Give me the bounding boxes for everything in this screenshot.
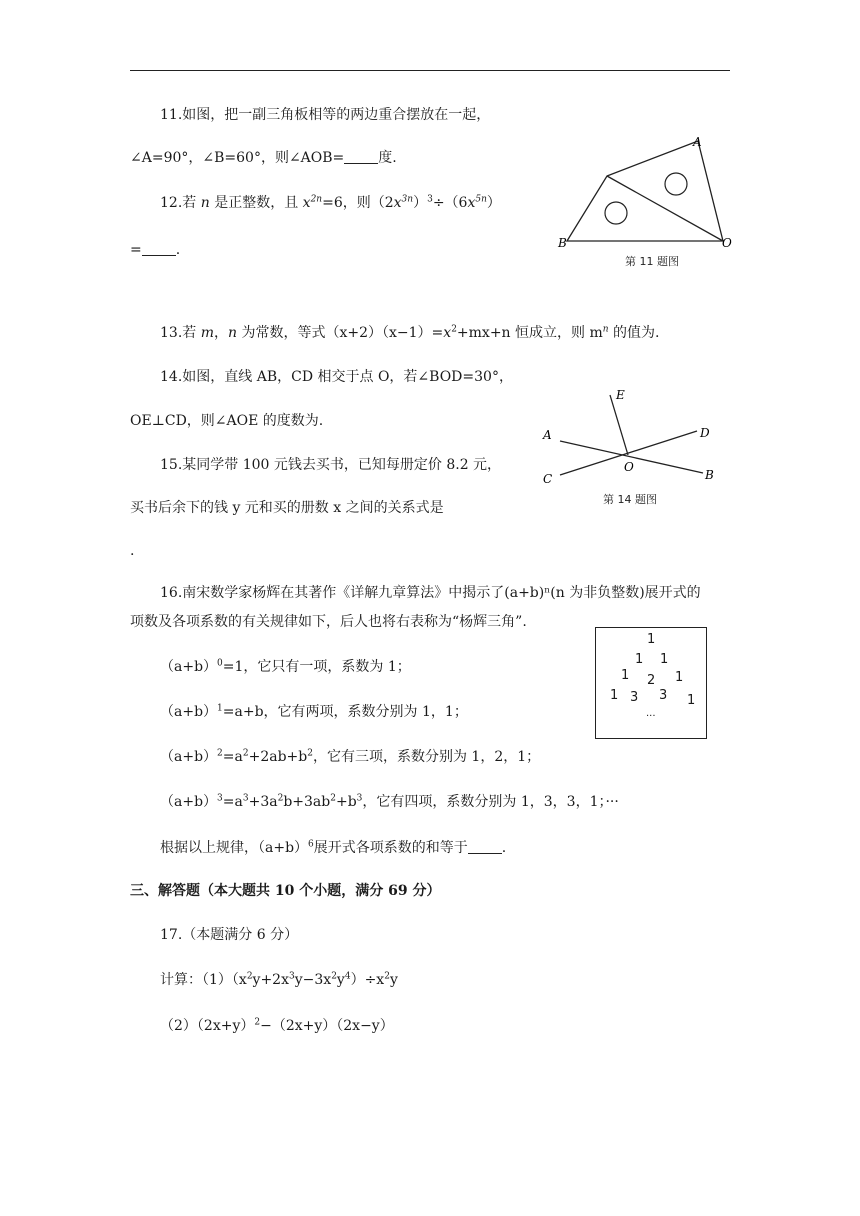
q14-label-d: D — [700, 426, 710, 440]
q17-part2: $(2)(2x+y)^2-(2x+y)(2x-y)$ — [160, 1017, 394, 1034]
q15-line2: 买书后余下的钱 y 元和买的册数 x 之间的关系式是 — [130, 500, 444, 516]
tri-r3-c2: 3 — [659, 688, 668, 703]
tri-r2-c1: 2 — [647, 673, 656, 688]
q11-answer-blank[interactable] — [344, 149, 378, 164]
q16-answer-blank[interactable] — [468, 839, 502, 854]
q14-line2: OE⊥CD，则∠AOE 的度数为. — [130, 413, 324, 429]
q12-answer-blank[interactable] — [142, 241, 176, 256]
q16-row0: $(a+b)^0=1$，它只有一项，系数为 1； — [160, 658, 411, 675]
tri-r0-c0: 1 — [647, 632, 656, 647]
q14-label-c: C — [543, 472, 553, 486]
q15-line1: 15.某同学带 100 元钱去买书，已知每册定价 8.2 元， — [160, 457, 502, 473]
tri-r3-c3: 1 — [687, 693, 696, 708]
q14-label-e: E — [616, 388, 625, 402]
q14-caption: 第 14 题图 — [603, 493, 657, 506]
q14-figure — [535, 383, 725, 488]
section3-title: 三、解答题（本大题共 10 个小题，满分 69 分） — [130, 883, 441, 899]
tri-r1-c0: 1 — [635, 652, 644, 667]
q11-line1: 11.如图，把一副三角板相等的两边重合摆放在一起， — [160, 107, 491, 123]
q11-label-b: B — [558, 236, 567, 250]
q16-line2: 项数及各项系数的有关规律如下，后人也将右表称为“杨辉三角”. — [130, 614, 527, 630]
q16-line1: 16.南宋数学家杨辉在其著作《详解九章算法》中揭示了(a+b)ⁿ(n 为非负整数)展开式的 — [160, 585, 701, 601]
q11-figure — [555, 133, 740, 268]
q17-title: 17.（本题满分 6 分） — [160, 927, 299, 943]
header-rule — [130, 70, 730, 71]
q12-line1: 12.若 n 是正整数，且 $x^{2n}=6$，则$(2x^{3n})^3\div(6x^{5n})$ — [160, 194, 501, 211]
tri-r3-c1: 3 — [630, 690, 639, 705]
q11-circle-upper — [665, 173, 687, 195]
q14-line1: 14.如图，直线 AB，CD 相交于点 O，若∠BOD=30°， — [160, 369, 513, 385]
q11-circle-lower — [605, 202, 627, 224]
yanghui-triangle-box — [595, 627, 707, 739]
q11-caption: 第 11 题图 — [625, 255, 679, 268]
tri-r3-c0: 1 — [610, 688, 619, 703]
q14-label-a: A — [543, 428, 552, 442]
tri-dots: ... — [646, 708, 656, 719]
q14-ray-oe — [610, 395, 628, 455]
q11-quad-outline — [567, 141, 723, 241]
q14-label-o: O — [624, 460, 634, 474]
tri-r2-c0: 1 — [621, 668, 630, 683]
q17-part1: 计算：$(1)(x^2y+2x^3y-3x^2y^4)\div x^2y$ — [160, 971, 398, 988]
q16-row3: $(a+b)^3=a^3+3a^2b+3ab^2+b^3$，它有四项，系数分别为 1，3，3，1；··· — [160, 793, 619, 810]
q16-row2: $(a+b)^2=a^2+2ab+b^2$，它有三项，系数分别为 1，2，1； — [160, 748, 541, 765]
q15-line3: . — [130, 543, 135, 559]
q11-label-a: A — [693, 135, 702, 149]
q11-label-o: O — [722, 236, 732, 250]
q14-label-b: B — [705, 468, 714, 482]
q16-row1: $(a+b)^1=a+b$，它有两项，系数分别为 1，1； — [160, 703, 468, 720]
tri-r1-c1: 1 — [660, 652, 669, 667]
q11-line2: ∠A=90°，∠B=60°，则∠AOB= 度. — [130, 150, 397, 166]
q16-conclusion: 根据以上规律，$(a+b)^6$展开式各项系数的和等于 . — [160, 839, 507, 856]
q13-line: 13.若 m，n 为常数，等式$(x+2)(x-1)=x^2+mx+n$ 恒成立，则 $m^n$ 的值为. — [160, 324, 660, 341]
tri-r2-c2: 1 — [675, 670, 684, 685]
q12-line2: = . — [130, 242, 181, 258]
